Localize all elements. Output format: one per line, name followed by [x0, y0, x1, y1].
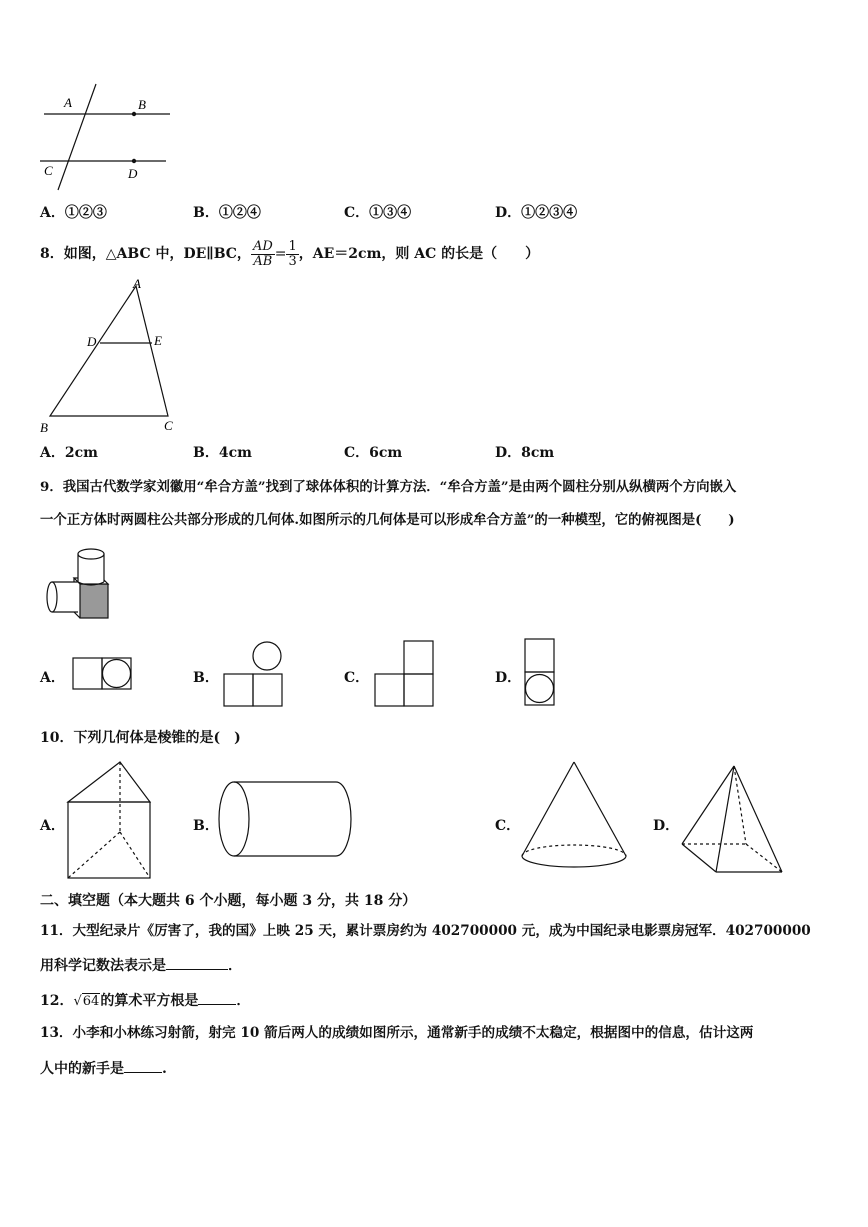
q8-stem-suffix: ，AE＝2cm，则 AC 的长是（ ）	[298, 246, 540, 262]
q10-option-b[interactable]: B．	[193, 818, 219, 834]
label-e: E	[154, 333, 162, 348]
q9-stem-line2: 一个正方体时两圆柱公共部分形成的几何体.如图所示的几何体是可以形成牟合方盖”的一种模型，它的俯视图是( )	[40, 512, 735, 528]
option-letter: C．	[344, 445, 370, 461]
q8-fraction-ad-ab	[251, 240, 275, 269]
option-letter: B．	[193, 445, 219, 461]
label-c: C	[44, 163, 53, 178]
section2-heading: 二、填空题（本大题共 6 个小题，每小题 3 分，共 18 分）	[40, 893, 417, 909]
option-text: ①③④	[369, 205, 412, 221]
q13-answer-blank[interactable]	[124, 1058, 162, 1073]
label-c: C	[164, 418, 173, 433]
q8-option-b[interactable]	[193, 444, 252, 462]
q10-option-b-cylinder-figure[interactable]	[216, 778, 358, 862]
equals-sign: =	[274, 246, 287, 262]
q9-option-d[interactable]: D．	[495, 670, 522, 686]
q11-stem-prefix: 用科学记数法表示是	[40, 958, 166, 974]
q9-option-b[interactable]: B．	[193, 670, 219, 686]
q13-stem-prefix: 人中的新手是	[40, 1061, 124, 1077]
cube-front-face	[80, 584, 108, 618]
q9-model-figure	[44, 546, 114, 622]
option-text: 2cm	[64, 445, 98, 461]
option-text: 6cm	[369, 445, 403, 461]
q11-answer-blank[interactable]	[166, 955, 228, 970]
q8-option-d[interactable]	[495, 444, 554, 462]
q11-stem-line1: 11．大型纪录片《厉害了，我的国》上映 25 天，累计票房约为 402700000 元，成为中国纪录电影票房冠军．402700000	[40, 923, 811, 939]
q8-stem-prefix: 8．如图，△ABC 中，DE∥BC，	[40, 246, 251, 262]
q7-option-b[interactable]	[193, 204, 261, 222]
q12-number: 12．	[40, 993, 74, 1009]
q12-radicand: 64	[82, 994, 100, 1009]
q13-stem-suffix: .	[162, 1061, 167, 1077]
label-a: A	[133, 276, 141, 291]
label-d: D	[87, 334, 97, 349]
q10-option-d-pyramid-figure[interactable]	[676, 762, 788, 878]
option-text: ①②④	[218, 205, 261, 221]
label-d: D	[128, 166, 138, 181]
q12-stem-middle: 的算术平方根是	[100, 993, 199, 1009]
q7-option-c[interactable]	[344, 204, 411, 222]
label-a: A	[64, 95, 72, 110]
q8-stem	[40, 237, 539, 271]
q10-option-d[interactable]: D．	[653, 818, 680, 834]
q9-option-b-figure[interactable]	[222, 638, 286, 710]
q13-stem-line2	[40, 1058, 167, 1078]
q9-option-d-figure[interactable]	[522, 636, 558, 710]
q9-option-a[interactable]: A．	[40, 670, 65, 686]
q8-option-a[interactable]	[40, 444, 98, 462]
q10-option-a[interactable]: A．	[40, 818, 65, 834]
option-text: 4cm	[218, 445, 252, 461]
q8-fraction-one-third	[286, 240, 298, 269]
option-letter: B．	[193, 205, 219, 221]
frac-numerator: AD	[252, 238, 273, 254]
q7-option-d[interactable]	[495, 204, 577, 222]
option-letter: A．	[40, 445, 65, 461]
option-letter: D．	[495, 205, 522, 221]
q9-stem-line1: 9．我国古代数学家刘徽用“牟合方盖”找到了球体体积的计算方法．“牟合方盖”是由两个圆柱分别从纵横两个方向嵌入	[40, 479, 737, 495]
q7-option-a[interactable]	[40, 204, 107, 222]
q12-stem	[40, 990, 250, 1011]
q11-stem-line2	[40, 955, 242, 975]
horizontal-cylinder-end	[47, 582, 57, 612]
point-d	[132, 159, 136, 163]
triangle-abc	[50, 286, 168, 416]
q9-option-c[interactable]: C．	[344, 670, 370, 686]
q9-option-a-figure[interactable]	[72, 656, 134, 692]
label-b: B	[40, 420, 48, 435]
frac-denominator: AB	[253, 253, 273, 269]
q11-stem-suffix: ．	[228, 958, 242, 974]
q10-option-a-prism-figure[interactable]	[62, 756, 158, 882]
q12-stem-suffix: ．	[236, 993, 251, 1009]
q9-option-c-figure[interactable]	[373, 638, 437, 710]
label-b: B	[138, 97, 146, 112]
q10-option-c[interactable]: C．	[495, 818, 521, 834]
option-text: ①②③	[64, 205, 107, 221]
option-text: 8cm	[521, 445, 555, 461]
frac-denominator: 3	[288, 253, 297, 269]
point-b	[132, 112, 136, 116]
option-letter: C．	[344, 205, 370, 221]
q10-stem: 10．下列几何体是棱锥的是( )	[40, 730, 241, 746]
q8-triangle-figure	[36, 276, 186, 436]
q13-stem-line1: 13．小李和小林练习射箭，射完 10 箭后两人的成绩如图所示，通常新手的成绩不太稳定，根据图中的信息，估计这两	[40, 1025, 754, 1041]
q12-sqrt-expression: √64	[73, 994, 100, 1009]
vertical-cylinder-top	[78, 549, 104, 559]
option-text: ①②③④	[521, 205, 578, 221]
q10-option-c-cone-figure[interactable]	[518, 758, 632, 870]
q8-option-c[interactable]	[344, 444, 402, 462]
frac-numerator: 1	[288, 238, 297, 254]
q7-parallel-lines-figure	[36, 82, 176, 192]
option-letter: A．	[40, 205, 65, 221]
option-letter: D．	[495, 445, 522, 461]
q12-answer-blank[interactable]	[198, 990, 236, 1005]
